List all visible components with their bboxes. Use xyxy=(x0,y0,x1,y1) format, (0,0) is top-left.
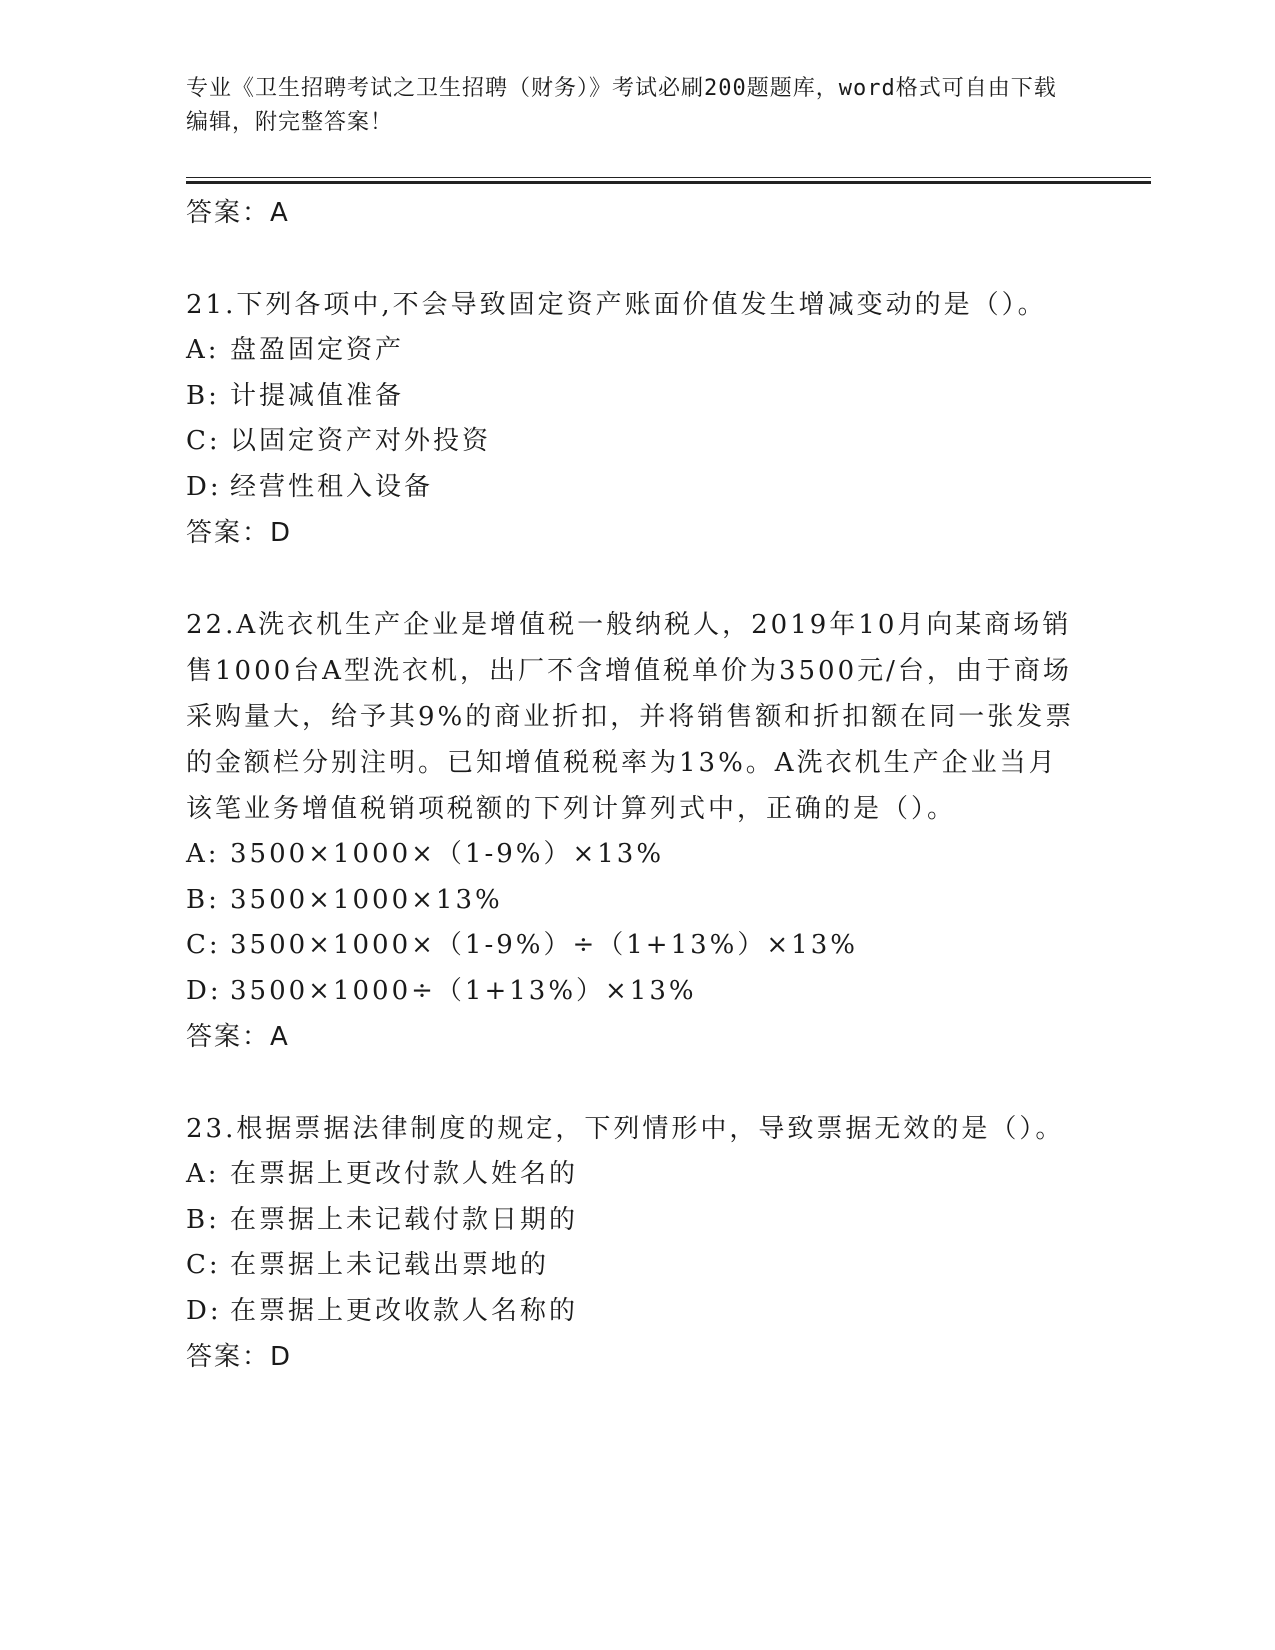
option-text: 3500×1000×（1-9%）÷（1+13%）×13% xyxy=(230,930,858,960)
option-text: 3500×1000×（1-9%）×13% xyxy=(230,839,665,869)
answer-line: 答案：D xyxy=(186,1342,293,1372)
option-letter: A: xyxy=(186,839,220,869)
option-letter: B: xyxy=(186,884,220,915)
question-text: 23.根据票据法律制度的规定，下列情形中，导致票据无效的是（）。 xyxy=(186,1114,1065,1144)
answer-line: 答案：D xyxy=(186,518,293,548)
header-divider-thick xyxy=(186,181,1151,184)
question-block xyxy=(186,1106,1086,1380)
option-letter: C: xyxy=(186,930,221,960)
option-b xyxy=(186,1198,1086,1244)
option-letter: C: xyxy=(186,426,221,456)
option-text: 在票据上更改收款人名称的 xyxy=(230,1295,579,1326)
option-c xyxy=(186,923,1086,969)
option-c xyxy=(186,419,1086,465)
option-d xyxy=(186,1289,1086,1335)
option-letter: D: xyxy=(186,1295,222,1326)
question-block xyxy=(186,282,1086,556)
option-a xyxy=(186,1152,1086,1198)
page-header: 专业《卫生招聘考试之卫生招聘（财务）》考试必刷200题题库，word格式可自由下载编辑，附完整答案！ xyxy=(186,76,1057,135)
option-text: 在票据上未记载付款日期的 xyxy=(230,1204,579,1235)
header-divider-thin xyxy=(186,177,1151,178)
option-d xyxy=(186,465,1086,511)
option-text: 计提减值准备 xyxy=(230,380,405,411)
option-text: 在票据上更改付款人姓名的 xyxy=(230,1159,579,1189)
option-b xyxy=(186,878,1086,924)
answer-line: 答案：A xyxy=(186,1022,290,1052)
option-letter: A: xyxy=(186,335,220,365)
option-b xyxy=(186,374,1086,420)
option-text: 以固定资产对外投资 xyxy=(230,426,492,456)
option-d xyxy=(186,969,1086,1015)
option-letter: B: xyxy=(186,380,220,411)
question-text: 22.A洗衣机生产企业是增值税一般纳税人，2019年10月向某商场销售1000台A型洗衣机，出厂不含增值税单价为3500元/台，由于商场采购量大，给予其9%的商业折扣，并将销售额和折扣额在同一张发票的金额栏分别注明。已知增值税税率为13%。A洗衣机生产企业当月该笔业务增值税销项税额的下列计算列式中，正确的是（）。 xyxy=(186,610,1075,824)
question-block xyxy=(186,602,1086,1060)
option-text: 盘盈固定资产 xyxy=(230,335,405,365)
answer-line: 答案：A xyxy=(186,198,290,228)
option-letter: D: xyxy=(186,471,222,502)
question-text: 21.下列各项中,不会导致固定资产账面价值发生增减变动的是（）。 xyxy=(186,290,1047,320)
document-body xyxy=(186,190,1086,1380)
option-text: 经营性租入设备 xyxy=(230,471,434,502)
option-text: 3500×1000×13% xyxy=(230,884,503,915)
spacer xyxy=(186,236,1086,282)
spacer xyxy=(186,556,1086,602)
option-a xyxy=(186,328,1086,374)
spacer xyxy=(186,1060,1086,1106)
option-letter: B: xyxy=(186,1204,220,1235)
option-letter: C: xyxy=(186,1250,221,1280)
option-a xyxy=(186,832,1086,878)
option-letter: A: xyxy=(186,1159,220,1189)
option-text: 在票据上未记载出票地的 xyxy=(230,1250,550,1280)
option-c xyxy=(186,1243,1086,1289)
option-letter: D: xyxy=(186,975,222,1006)
option-text: 3500×1000÷（1+13%）×13% xyxy=(230,975,697,1006)
